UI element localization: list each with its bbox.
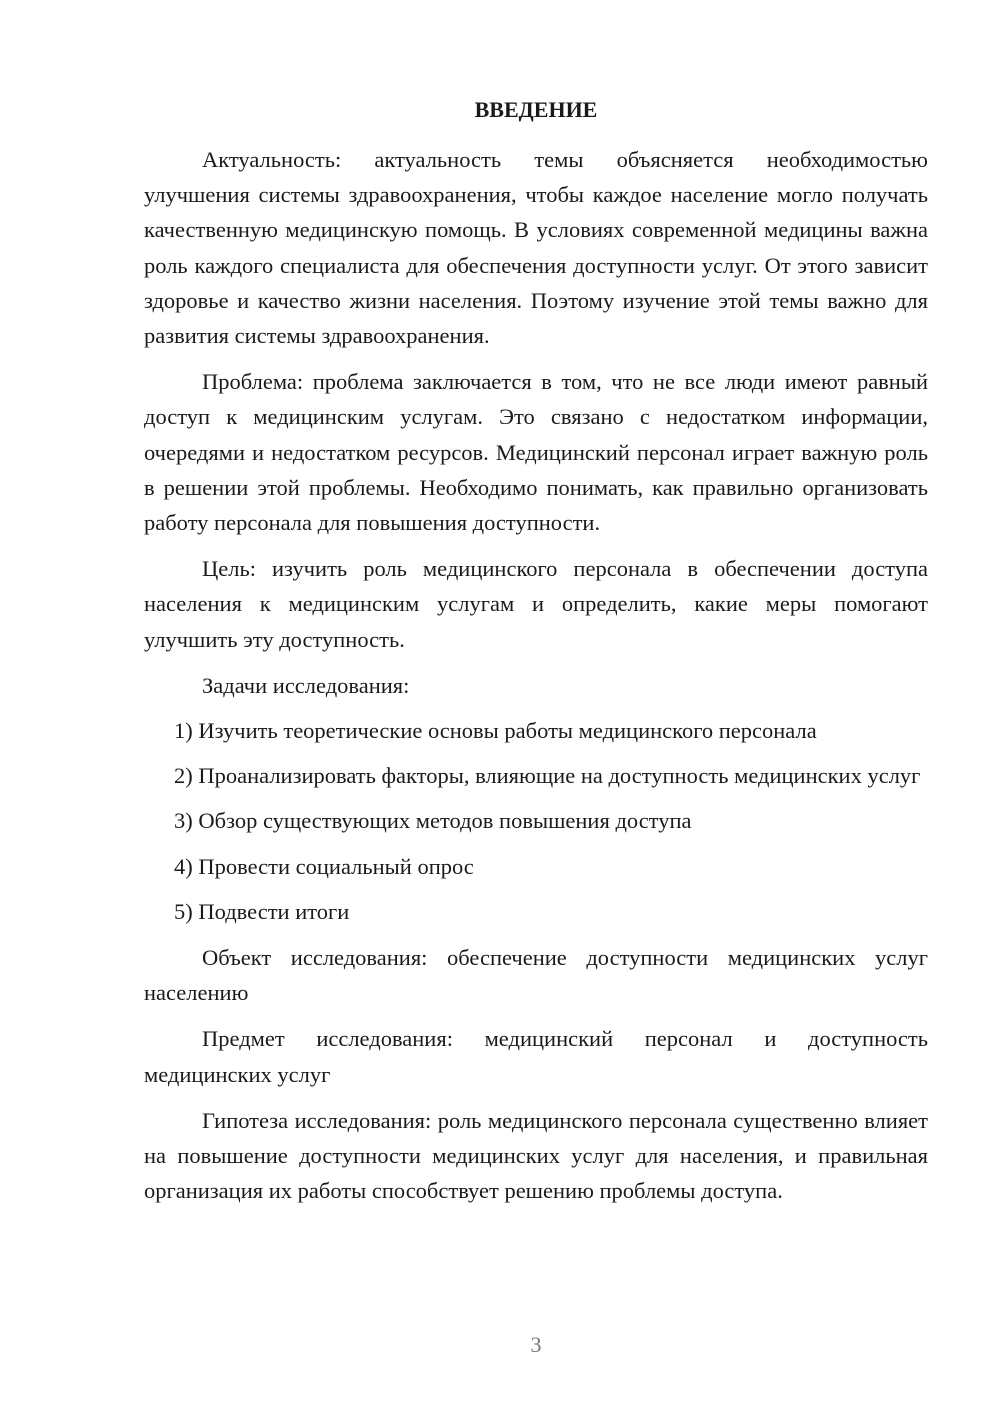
task-item-1: 1) Изучить теоретические основы работы медицинского персонала [174,718,817,744]
paragraph-goal: Цель: изучить роль медицинского персонала в обеспечении доступа населения к медицинским услугам и определить, какие меры помогают улучшить эту доступность. [144,556,928,652]
page-number: 3 [530,1332,542,1357]
paragraph-hypothesis: Гипотеза исследования: роль медицинского персонала существенно влияет на повышение доступности медицинских услуг для населения, и правильная организация их работы способствует решению проблемы доступа. [144,1107,928,1204]
task-item-2: 2) Проанализировать факторы, влияющие на доступность медицинских услуг [174,763,921,789]
paragraph-problem: Проблема: проблема заключается в том, что не все люди имеют равный доступ к медицинским услугам. Это связано с недостатком информации, очередями и недостатком ресурсов. Медицинский персонал играет важную роль в решении этой проблемы. Необходимо понимать, как правильно организовать работу персонала для повышения доступности. [144,369,928,536]
paragraph-object: Объект исследования: обеспечение доступности медицинских услуг населению [144,945,928,1006]
document-page [144,92,928,1208]
paragraph-subject: Предмет исследования: медицинский персонал и доступность медицинских услуг [144,1026,928,1087]
task-item-5: 5) Подвести итоги [174,898,350,924]
task-item-3: 3) Обзор существующих методов повышения доступа [174,808,692,834]
paragraph-tasks-heading: Задачи исследования: [202,672,410,698]
paragraph-relevance: Актуальность: актуальность темы объясняется необходимостью улучшения системы здравоохранения, чтобы каждое население могло получать качественную медицинскую помощь. В условиях современной медицины важна роль каждого специалиста для обеспечения доступности услуг. От этого зависит здоровье и качество жизни населения. Поэтому изучение этой темы важно для развития системы здравоохранения. [144,147,928,349]
section-title: ВВЕДЕНИЕ [474,97,598,122]
task-item-4: 4) Провести социальный опрос [174,853,474,879]
